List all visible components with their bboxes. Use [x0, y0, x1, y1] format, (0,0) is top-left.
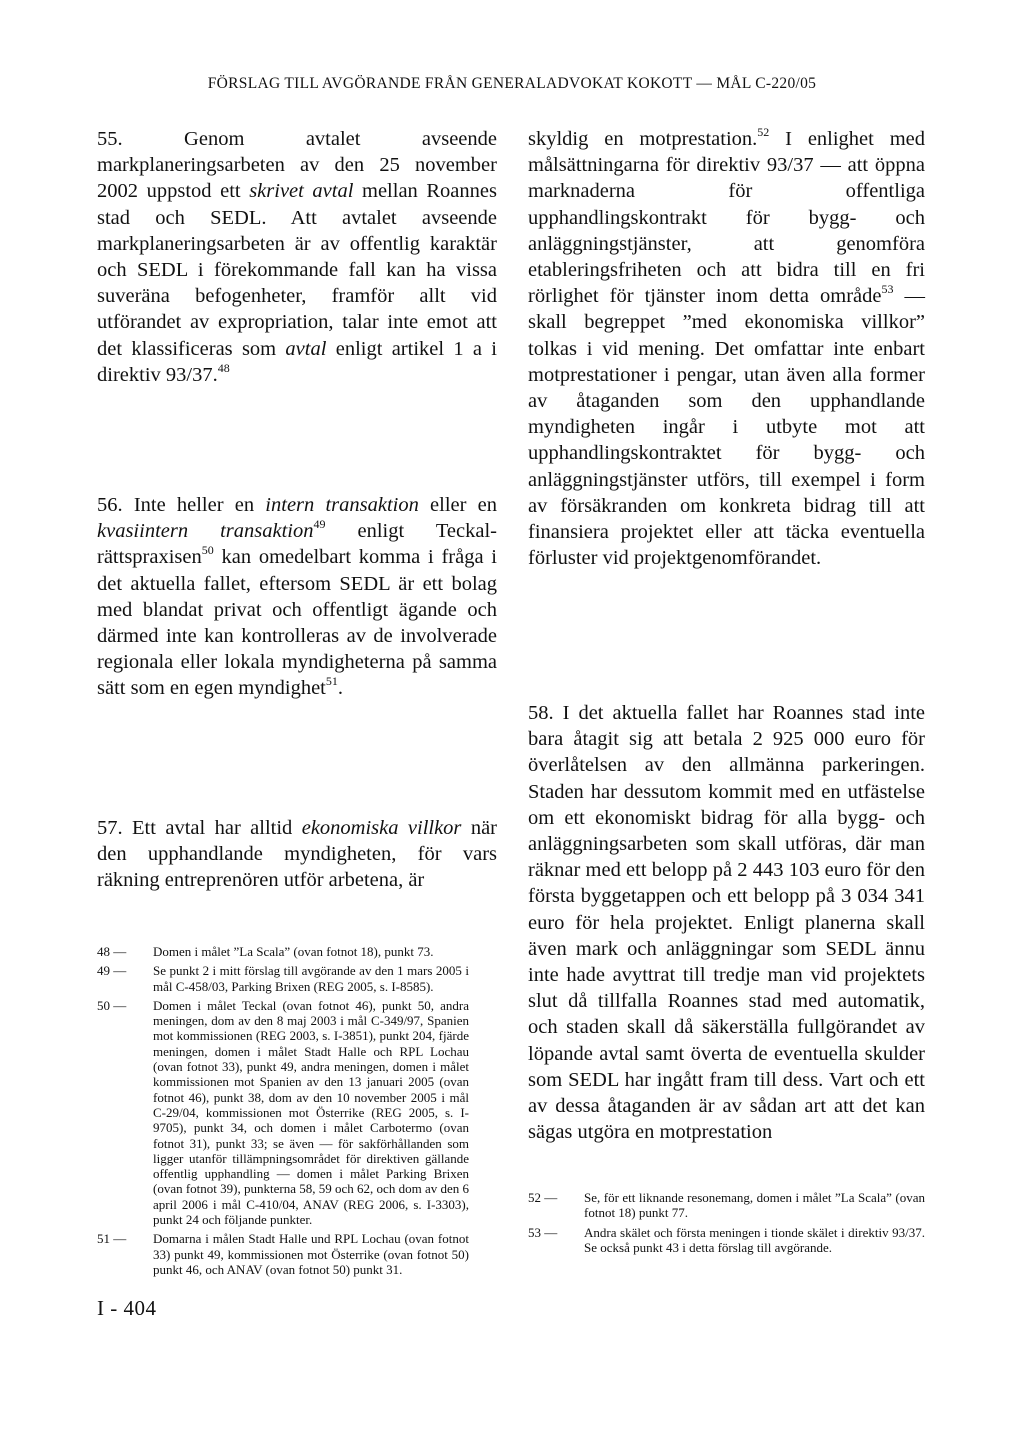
footnote-ref-50[interactable]: 50: [201, 543, 214, 558]
paragraph-55: [97, 126, 497, 388]
footnote-53: [528, 1225, 925, 1256]
paragraph-57-continued: [528, 126, 925, 571]
footnote-ref-52[interactable]: 52: [757, 125, 770, 139]
footnote-ref-51[interactable]: 51: [325, 674, 338, 689]
p56-emphasis-1: intern transaktion: [265, 494, 419, 516]
footnote-ref-48[interactable]: 48: [217, 360, 230, 375]
footnotes-right: [528, 1190, 925, 1259]
p57-emphasis-1: ekonomiska villkor: [301, 817, 462, 839]
p55-emphasis-2: avtal: [285, 337, 327, 360]
p55-text-a: 55. Genom avtalet avseende markplaneringsarbeten av den 25 november 2002 uppstod ett: [97, 128, 497, 203]
footnote-48: [97, 944, 469, 959]
p57c-text-c: — skall begreppet ”med ekonomiska villkor” tolkas i vid mening. Det omfattar inte enbart motprestationer i pengar, utan även alla former av åtaganden som den upphandlande myndigheten ingår i utbyte mot att upphandlingskontraktet för bygg- och anläggningstjänster utförs, till exempel i form av försäkranden om konkreta bidrag till att finansiera projektet eller att täcka eventuella förluster vid projektgenomförandet.: [528, 285, 926, 570]
footnote-50: [97, 998, 469, 1227]
footnote-ref-49[interactable]: 49: [313, 517, 326, 532]
p56-text-c: enligt Teckal-rättspraxisen: [97, 520, 497, 569]
footnote-text: Domarna i målen Stadt Halle und RPL Lochau (ovan fotnot 33) punkt 49, kommissionen mot Österrike (ovan fotnot 50) punkt 46, och ANAV (ovan fotnot 50) punkt 31.: [153, 1231, 469, 1277]
footnote-text: Se punkt 2 i mitt förslag till avgörande av den 1 mars 2005 i mål C-458/03, Parking Brixen (REG 2005, s. I-8585).: [153, 963, 469, 994]
p56-text-a: 56. Inte heller en: [97, 494, 266, 516]
p57c-text-b: I enlighet med målsättningarna för direktiv 93/37 — att öppna marknaderna för offentliga upphandlingskontrakt för bygg- och anläggningstjänster, att genomföra etableringsfriheten och att bidra till en fri rörlighet för tjänster inom detta område: [528, 128, 925, 308]
footnote-number: 53 —: [528, 1224, 558, 1240]
footnote-number: 49 —: [97, 963, 127, 979]
footnote-number: 52 —: [528, 1190, 558, 1205]
footnote-number: 48 —: [97, 944, 127, 959]
footnotes-left: [97, 944, 469, 1281]
p55-emphasis-1: skrivet avtal: [249, 180, 354, 203]
p56-text-b: eller en: [418, 494, 498, 516]
p55-text-c: enligt artikel 1 a i direktiv 93/37.: [97, 337, 497, 386]
running-header: FÖRSLAG TILL AVGÖRANDE FRÅN GENERALADVOKAT KOKOTT — MÅL C-220/05: [207, 75, 817, 92]
p56-text-d: kan omedelbart komma i fråga i det aktuella fallet, eftersom SEDL är ett bolag med blandat privat och offentligt ägande och därmed inte kan kontrolleras av de involverade regionala eller lokala myndigheterna på samma sätt som en egen myndighet: [97, 546, 497, 700]
paragraph-57: [97, 815, 497, 894]
p57-text-a: 57. Ett avtal har alltid: [97, 817, 302, 839]
paragraph-58: 58. I det aktuella fallet har Roannes stad inte bara åtagit sig att betala 2 925 000 euro för överlåtelsen av den allmänna parkeringen. Staden har dessutom kommit med en utfästelse om ett ekonomiskt bidrag för alla bygg- och anläggningsarbeten som skall utföras, där man räknar med ett belopp på 2 443 103 euro för den första byggetappen och ett belopp på 3 034 341 euro för hela projektet. Enligt planerna skall även mark och anläggningar som SEDL ännu inte hade avyttrat till tredje man vid projektets slut då tillfalla Roannes stad med automatik, och staden skall då säkerställa fullgörandet av löpande avtal samt överta de eventuella skulder som SEDL har ingått fram till dess. Vart och ett av dessa åtaganden är av sådan art att det kan sägas utgöra en motprestation: [528, 702, 925, 1144]
p57-text-b: när den upphandlande myndigheten, för vars räkning entreprenören utför arbetena, är: [97, 817, 498, 892]
footnote-text: Domen i målet ”La Scala” (ovan fotnot 18), punkt 73.: [153, 944, 434, 959]
footnote-text: Andra skälet och första meningen i tionde skälet i direktiv 93/37. Se också punkt 43 i detta förslag till avgörande.: [584, 1224, 925, 1255]
footnote-52: [528, 1190, 925, 1221]
p56-text-e: .: [337, 677, 343, 700]
p57c-text-a: skyldig en motprestation.: [528, 128, 758, 150]
page-number: I - 404: [97, 1296, 157, 1320]
footnote-49: [97, 963, 469, 994]
p55-text-b: mellan Roannes stad och SEDL. Att avtalet avseende markplaneringsarbeten är av offentlig karaktär och SEDL i förekommande fall kan ha vissa suveräna befogenheter, framför allt vid utförandet av expropriation, talar inte emot att det klassificeras som: [97, 180, 497, 360]
footnote-number: 51 —: [97, 1231, 127, 1247]
footnote-51: [97, 1231, 469, 1277]
paragraph-56: [97, 492, 497, 702]
p56-emphasis-2: kvasiintern transaktion: [97, 520, 314, 543]
footnote-ref-53[interactable]: 53: [881, 282, 894, 297]
footnote-text: Se, för ett liknande resonemang, domen i målet ”La Scala” (ovan fotnot 18) punkt 77.: [584, 1190, 925, 1221]
footnote-text: Domen i målet Teckal (ovan fotnot 46), punkt 50, andra meningen, dom av den 8 maj 2003 i mål C-349/97, Spanien mot kommissionen (REG 2003, s. I-3851), punkt 204, fjärde meningen, domen i målet Stadt Halle och RPL Lochau (ovan fotnot 33), punkt 49, andra meningen, domen i målet kommissionen mot Spanien av den 13 januari 2005 (ovan fotnot 46), punkt 38, dom av den 10 november 2005 i mål C-29/04, kommissionen mot Österrike (REG 2005, s. I-9705), punkt 34, och domen i målet Carbotermo (ovan fotnot 31), punkt 33; se även — för sakförhållanden som ligger utanför tillämpningsområdet för direktiven gällande offentlig upphandling — domen i målet Parking Brixen (ovan fotnot 39), punkterna 58, 59 och 62, och dom av den 6 april 2006 i mål C-410/04, ANAV (REG 2006, s. I-3303), punkt 24 och följande punkter.: [153, 997, 469, 1228]
footnote-number: 50 —: [97, 997, 127, 1013]
